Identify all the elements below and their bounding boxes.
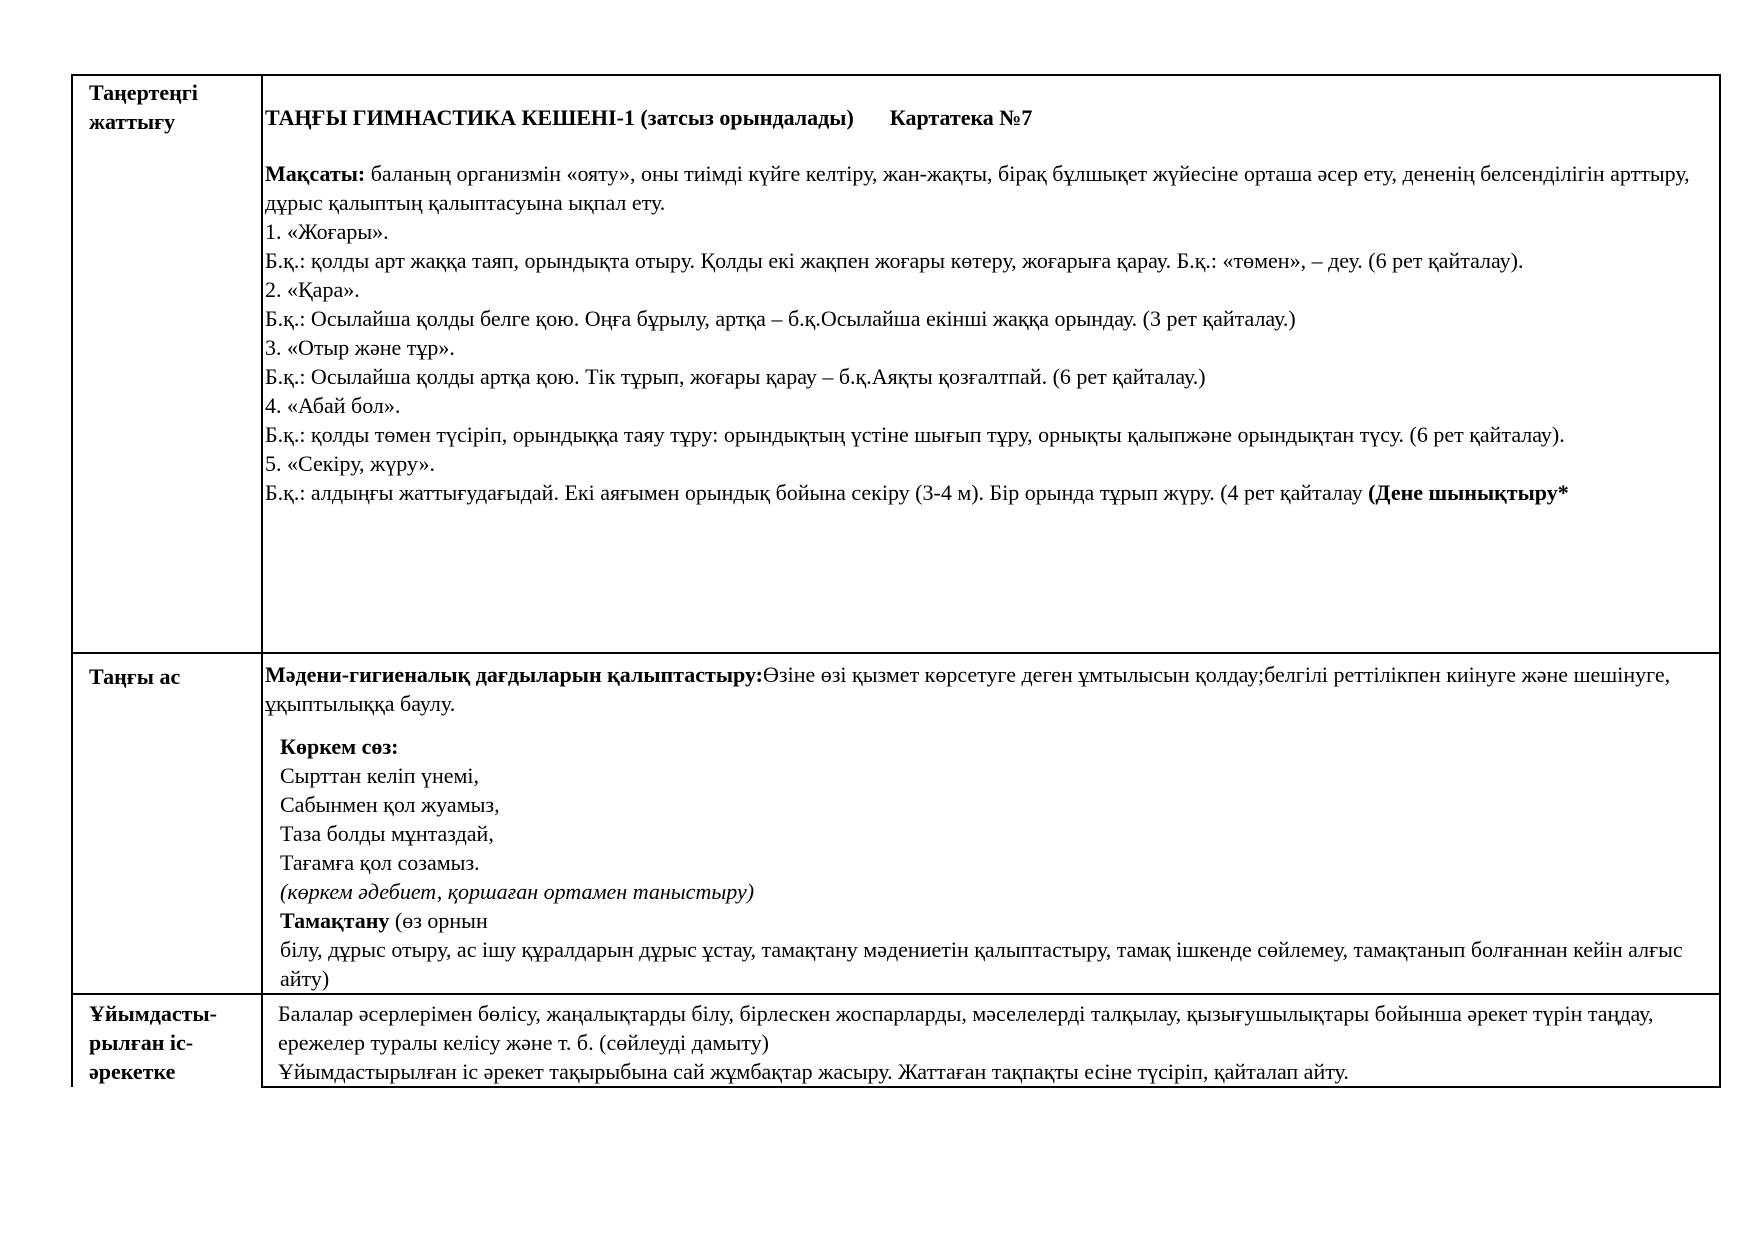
intro-label: Мәдени-гигиеналық дағдыларын қалыптастыру: (265, 662, 763, 687)
meal-heading: Тамақтану (өз орнын (280, 908, 488, 933)
exercise-line: 4. «Абай бол». (265, 393, 401, 418)
subject-tag: (Дене шынықтыру* (1368, 480, 1569, 505)
poem-line: Таза болды мұнтаздай, (280, 821, 494, 846)
row-label: Таңғы ас (72, 653, 262, 994)
poem-label: Көркем сөз: (280, 734, 399, 759)
exercise-line: 5. «Секіру, жүру». (265, 451, 435, 476)
table-row (72, 653, 1720, 994)
note-italic: (көркем әдебиет, қоршаған ортамен таныстыру) (280, 879, 755, 904)
row-content (262, 653, 1720, 994)
goal-text: баланың организмін «ояту», оны тиімді күйге келтіру, жан-жақты, бірақ бұлшықет жүйесіне орташа әсер ету, дененің белсенділігін арттыру, дұрыс қалыптың қалыптасуына ықпал ету. (265, 161, 1690, 215)
exercise-line: 1. «Жоғары». (265, 219, 389, 244)
poem-line: Сабынмен қол жуамыз, (280, 792, 500, 817)
exercise-line: Б.қ.: алдыңғы жаттығудағыдай. Екі аяғымен орындық бойына секіру (3-4 м). Бір орында тұрып жүру. (4 рет қайталау (Дене шынықтыру* (265, 480, 1569, 505)
card-number: Картатека №7 (889, 105, 1033, 130)
poem-block (265, 732, 1715, 993)
row-label: Ұйымдасты-рылған іс-әрекетке (72, 994, 262, 1087)
row-content (262, 75, 1720, 653)
exercise-line: Б.қ.: қолды арт жаққа таяп, орындықта отыру. Қолды екі жақпен жоғары көтеру, жоғарыға қарау. Б.қ.: «төмен», – деу. (6 рет қайталау). (265, 248, 1524, 273)
schedule-table (71, 74, 1721, 1088)
activity-line: Ұйымдастырылған іс әрекет тақырыбына сай жұмбақтар жасыру. Жаттаған тақпақты есіне түсіріп, қайталап айту. (278, 1059, 1349, 1084)
meal-text: білу, дұрыс отыру, ас ішу құралдарын дұрыс ұстау, тамақтану мәдениетін қалыптастыру, тамақ ішкенде сөйлемеу, тамақтанып болғаннан кейін алғыс айту) (280, 937, 1683, 991)
table-row (72, 994, 1720, 1087)
row-content (262, 994, 1720, 1087)
row-label: Таңертеңгі жаттығу (72, 75, 262, 653)
intro-paragraph (265, 660, 1715, 718)
exercise-title: ТАҢҒЫ ГИМНАСТИКА КЕШЕНІ-1 (затсыз орындалады) Картатека №7 (265, 105, 1033, 130)
goal-paragraph (265, 159, 1715, 217)
goal-label: Мақсаты: (265, 161, 366, 186)
exercise-line: Б.қ.: Осылайша қолды белге қою. Оңға бұрылу, артқа – б.қ.Осылайша екінші жаққа орындау. (3 рет қайталау.) (265, 306, 1296, 331)
exercise-line: Б.қ.: Осылайша қолды артқа қою. Тік тұрып, жоғары қарау – б.қ.Аяқты қозғалтпай. (6 рет қайталау.) (265, 364, 1206, 389)
activity-line: Балалар әсерлерімен бөлісу, жаңалықтарды білу, бірлескен жоспарларды, мәселелерді талқылау, қызығушылықтары бойынша әрекет түрін таңдау, ережелер туралы келісу және т. б. (сөйлеуді дамыту) (278, 1001, 1654, 1055)
table-row (72, 75, 1720, 653)
poem-line: Тағамға қол созамыз. (280, 850, 480, 875)
exercise-line: 3. «Отыр және тұр». (265, 335, 455, 360)
intro-text: Өзіне өзі қызмет көрсетуге деген ұмтылысын қолдау;белгілі реттілікпен киінуге және шешінуге, ұқыптылыққа баулу. (265, 662, 1671, 716)
exercise-line: Б.қ.: қолды төмен түсіріп, орындыққа таяу тұру: орындықтың үстіне шығып тұру, орнықты қалыпжәне орындықтан түсу. (6 рет қайталау). (265, 422, 1565, 447)
poem-line: Сырттан келіп үнемі, (280, 763, 480, 788)
exercise-line: 2. «Қара». (265, 277, 360, 302)
